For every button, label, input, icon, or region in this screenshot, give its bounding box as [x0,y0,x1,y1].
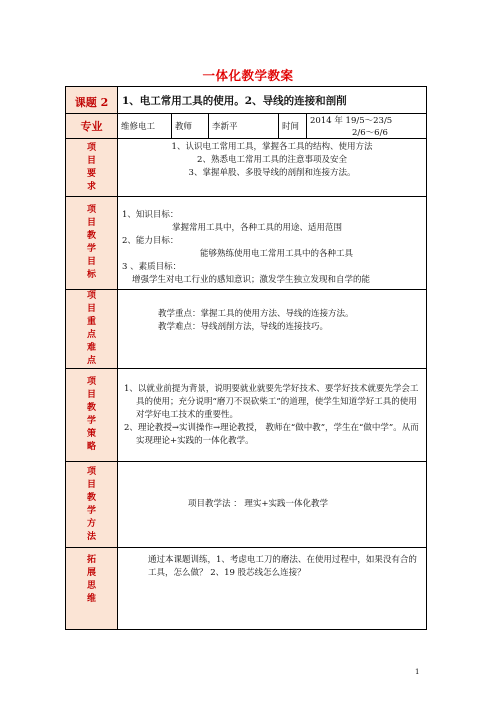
method-content: 项目教学法 ： 理实+实践一体化教学 [118,462,427,548]
strategy-paragraph: 2、理论教授→实训操作→理论教授， 教师在“做中教”，学生在“做中学”。从而实现理论+实践的一体化教学。 [124,422,419,446]
key-points-label: 项 目 重 点 难 点 [86,291,96,366]
goal-line: 掌握常用工具中，各种工具的用途、适用范围 [172,223,343,233]
key-point-line: 教学重点：掌握工具的使用方法、导线的连接方法。 [158,309,354,319]
major-value: 维修电工 [118,114,172,139]
strategy-label: 项 目 教 学 策 略 [86,377,96,452]
requirement-line: 3、掌握单股、多股导线的剖削和连接方法。 [188,168,356,178]
major-label: 专业 [80,120,103,133]
topic-title: 1、电工常用工具的使用。2、导线的连接和剖削 [118,87,427,114]
topic-label: 课题 2 [74,95,109,109]
requirements-row [66,139,427,197]
strategy-paragraph: 1、以就业前提为背景，说明要就业就要先学好技术、要学好技术就要先学会工具的使用；充分说明“磨刀不误砍柴工”的道理，使学生知道学好工具的使用对学好电工技术的重要性。 [124,383,419,420]
goals-row [66,197,427,290]
key-point-line: 教学难点：导线剖削方法，导线的连接技巧。 [158,322,329,332]
requirement-line: 2、熟悉电工常用工具的注意事项及安全 [197,155,347,165]
goal-line: 增强学生对电工行业的感知意识；激发学生独立发现和自学的能 [132,275,371,285]
page-number: 1 [415,668,420,676]
lesson-plan-table [65,86,427,630]
goals-label: 项 目 教 学 目 标 [86,205,96,280]
topic-label-cell [66,87,118,114]
key-points-row [66,290,427,369]
extension-label: 拓 展 思 维 [86,555,96,604]
strategy-content [118,369,427,462]
teacher-label: 教师 [172,114,209,139]
goal-line: 2、能力目标： [122,236,179,246]
requirement-line: 1、认识电工常用工具，掌握各工具的结构、使用方法 [171,142,373,152]
extension-label-cell [66,548,118,630]
key-points-content [118,290,427,369]
method-label: 项 目 教 学 方 法 [86,466,96,542]
method-row [66,462,427,548]
teacher-value: 李新平 [209,114,279,139]
method-label-cell [66,462,118,548]
topic-row [66,87,427,114]
requirements-content [118,139,427,197]
info-row [66,114,427,139]
strategy-row [66,369,427,462]
strategy-label-cell [66,369,118,462]
key-points-label-cell [66,290,118,369]
goals-content [118,197,427,290]
time-line-2: 2/6～6/6 [352,128,388,138]
document-title: 一体化教学教案 [202,68,294,83]
requirements-label-cell [66,139,118,197]
extension-row [66,548,427,630]
extension-content: 通过本课题训练，1、考虑电工刀的磨法、在使用过程中，如果没有合的工具，怎么做？ 2、19 股芯线怎么连接？ [118,548,427,630]
goal-line: 1、知识目标： [122,210,179,220]
goals-label-cell [66,197,118,290]
requirements-label: 项 目 要 求 [86,142,96,192]
time-label: 时间 [279,114,307,139]
goal-line: 3 、素质目标： [122,262,182,272]
time-line-1: 2014 年 19/5～23/5 [310,116,393,126]
goal-line: 能够熟练使用电工常用工具中的各种工具 [200,249,354,259]
major-label-cell [66,114,118,139]
time-value [307,114,427,139]
